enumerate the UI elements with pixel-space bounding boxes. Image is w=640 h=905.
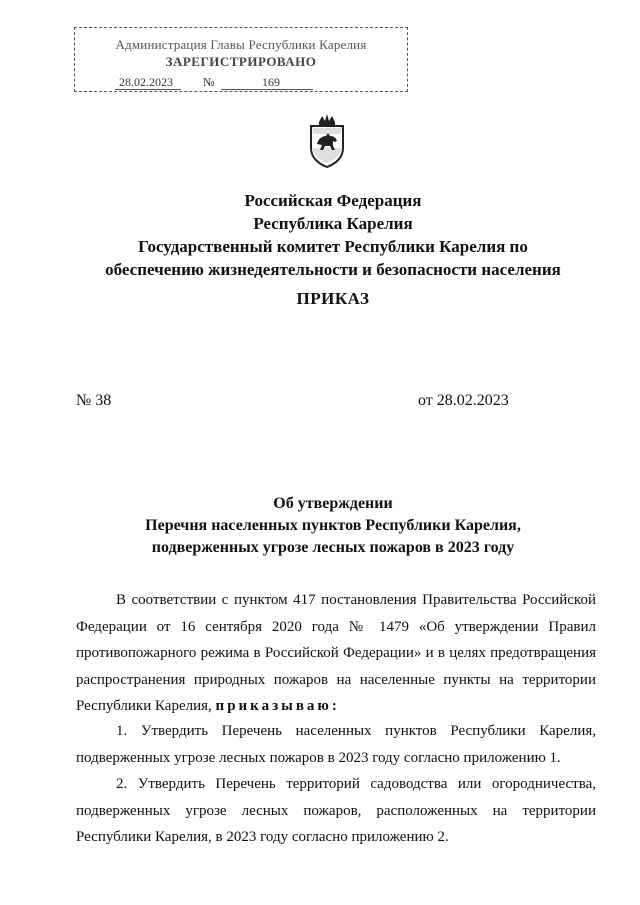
- stamp-authority: Администрация Главы Республики Карелия: [115, 37, 367, 52]
- stamp-registered: ЗАРЕГИСТРИРОВАНО: [165, 54, 317, 69]
- intro-paragraph: [76, 587, 596, 720]
- document-number: № 38: [76, 392, 112, 409]
- karelia-coat-of-arms-icon: [305, 112, 349, 168]
- stamp-number-sign: №: [203, 75, 215, 89]
- intro-text: В соответствии с пунктом 417 постановления Правительства Российской Федерации от 16 сентября 2020 года № 1479 «Об утверждении Правил противопожарного режима в Российской Федерации» и в целях предотвращения распространения природных пожаров на населенные пункты на территории Республики Карелия,: [76, 592, 596, 714]
- title-line3: подверженных угрозе лесных пожаров в 2023 году: [151, 539, 515, 556]
- item-2-paragraph: 2. Утвердить Перечень территорий садоводства или огородничества, подверженных угрозе лесных пожаров, расположенных на территории Республики Карелия, в 2023 году согласно приложению 2.: [76, 776, 596, 845]
- stamp-number: 169: [262, 75, 280, 89]
- item-1-paragraph: 1. Утвердить Перечень населенных пунктов Республики Карелия, подверженных угрозе лесных пожаров в 2023 году согласно приложению 1.: [76, 723, 596, 766]
- registration-stamp: [74, 27, 408, 92]
- header-republic: Республика Карелия: [253, 214, 413, 233]
- order-heading: ПРИКАЗ: [296, 289, 370, 308]
- stamp-number-underline: [221, 89, 313, 90]
- document-date: от 28.02.2023: [418, 392, 509, 409]
- stamp-date: 28.02.2023: [119, 75, 173, 89]
- header-country: Российская Федерация: [244, 191, 422, 210]
- title-line1: Об утверждении: [273, 495, 393, 512]
- title-line2: Перечня населенных пунктов Республики Карелия,: [145, 517, 521, 534]
- header-committee-line1: Государственный комитет Республики Карелия по: [138, 237, 528, 256]
- header-committee-line2: обеспечению жизнедеятельности и безопасности населения: [105, 260, 561, 279]
- stamp-date-underline: [115, 89, 181, 90]
- intro-command: приказываю:: [215, 698, 340, 714]
